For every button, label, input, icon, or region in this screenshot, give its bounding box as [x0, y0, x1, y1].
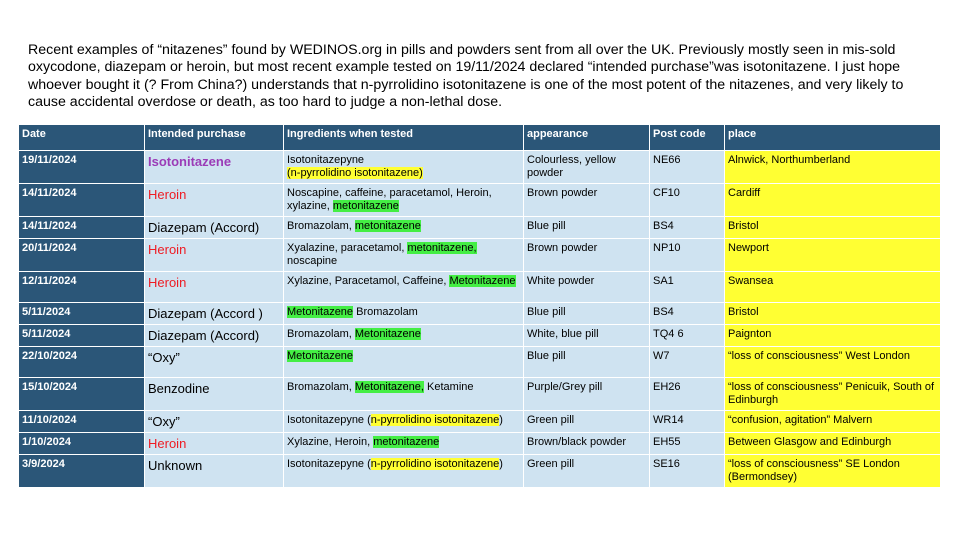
table-row	[19, 217, 941, 239]
row-ingredients	[284, 151, 524, 184]
row-place: Bristol	[725, 217, 941, 239]
row-date: 22/10/2024	[19, 347, 145, 378]
row-date: 11/10/2024	[19, 411, 145, 433]
row-intended-purchase	[145, 378, 284, 411]
row-intended-purchase	[145, 347, 284, 378]
table-body	[19, 151, 941, 488]
row-ingredients	[284, 411, 524, 433]
row-appearance: Blue pill	[524, 303, 650, 325]
purchase-text: Heroin	[148, 275, 187, 290]
row-post-code: NP10	[650, 239, 725, 272]
purchase-text: Heroin	[148, 242, 187, 257]
header-appearance: appearance	[524, 125, 650, 151]
row-appearance: Green pill	[524, 411, 650, 433]
table-row	[19, 411, 941, 433]
row-appearance: White powder	[524, 272, 650, 303]
header-post-code: Post code	[650, 125, 725, 151]
row-place: “loss of consciousness” West London	[725, 347, 941, 378]
row-place: Between Glasgow and Edinburgh	[725, 433, 941, 455]
header-intended-purchase: Intended purchase	[145, 125, 284, 151]
ingredient-text: )	[499, 458, 503, 470]
row-ingredients	[284, 378, 524, 411]
purchase-text: Diazepam (Accord)	[148, 328, 260, 343]
purchase-text: Benzodine	[148, 381, 210, 396]
row-appearance: Brown powder	[524, 184, 650, 217]
row-ingredients	[284, 217, 524, 239]
highlighted-ingredient: (n-pyrrolidino isotonitazene)	[287, 167, 423, 179]
nitazene-table	[18, 124, 941, 488]
table-row	[19, 184, 941, 217]
row-ingredients	[284, 433, 524, 455]
highlighted-ingredient: metonitazene	[354, 220, 421, 232]
row-appearance: Brown powder	[524, 239, 650, 272]
row-place: “confusion, agitation” Malvern	[725, 411, 941, 433]
row-intended-purchase	[145, 217, 284, 239]
row-place: Alnwick, Northumberland	[725, 151, 941, 184]
row-post-code: SA1	[650, 272, 725, 303]
row-post-code: BS4	[650, 217, 725, 239]
row-place: “loss of consciousness” SE London (Bermondsey)	[725, 455, 941, 488]
header-date: Date	[19, 125, 145, 151]
highlighted-ingredient: Metonitazene	[354, 328, 421, 340]
purchase-text: “Oxy”	[148, 350, 180, 365]
table-row	[19, 272, 941, 303]
ingredient-text: noscapine	[287, 255, 338, 267]
row-place: Bristol	[725, 303, 941, 325]
table-row	[19, 347, 941, 378]
header-ingredients: Ingredients when tested	[284, 125, 524, 151]
row-place: “loss of consciousness” Penicuik, South of Edinburgh	[725, 378, 941, 411]
ingredient-text: Noscapine, caffeine, paracetamol, Heroin, xylazine,	[287, 187, 492, 212]
row-ingredients	[284, 347, 524, 378]
highlighted-ingredient: Metonitazene	[287, 350, 354, 362]
highlighted-ingredient: Metonitazene	[449, 275, 516, 287]
row-appearance: Brown/black powder	[524, 433, 650, 455]
row-post-code: CF10	[650, 184, 725, 217]
row-appearance: Green pill	[524, 455, 650, 488]
row-post-code: WR14	[650, 411, 725, 433]
row-post-code: BS4	[650, 303, 725, 325]
row-place: Newport	[725, 239, 941, 272]
ingredient-text: Ketamine	[423, 381, 474, 393]
highlighted-ingredient: n-pyrrolidino isotonitazene	[370, 414, 500, 426]
row-ingredients	[284, 184, 524, 217]
ingredient-text: Bromazolam,	[287, 220, 355, 232]
row-intended-purchase	[145, 433, 284, 455]
purchase-text: Isotonitazene	[148, 154, 232, 169]
row-date: 1/10/2024	[19, 433, 145, 455]
row-date: 5/11/2024	[19, 303, 145, 325]
purchase-text: Diazepam (Accord )	[148, 306, 263, 321]
row-date: 3/9/2024	[19, 455, 145, 488]
row-post-code: SE16	[650, 455, 725, 488]
purchase-text: Heroin	[148, 187, 187, 202]
purchase-text: Diazepam (Accord)	[148, 220, 260, 235]
intro-paragraph: Recent examples of “nitazenes” found by WEDINOS.org in pills and powders sent from all over the UK. Previously mostly seen in mis-sold oxycodone, diazepam or heroin, but most recent example tested on 19/11/2024 declared “intended purchase”was isotonitazene. I just hope whoever bought it (? From China?) understands that n-pyrrolidino isotonitazene is one of the most potent of the nitazenes, and very likely to cause accidental overdose or death, as too hard to judge a non-lethal dose.	[28, 42, 904, 110]
row-date: 15/10/2024	[19, 378, 145, 411]
highlighted-ingredient: metonitazene	[373, 436, 440, 448]
row-date: 14/11/2024	[19, 217, 145, 239]
highlighted-ingredient: metonitazene,	[407, 242, 477, 254]
ingredient-text: )	[499, 414, 503, 426]
ingredient-text: Isotonitazepyne	[287, 154, 365, 166]
row-appearance: White, blue pill	[524, 325, 650, 347]
row-post-code: EH26	[650, 378, 725, 411]
table-row	[19, 325, 941, 347]
row-post-code: EH55	[650, 433, 725, 455]
row-intended-purchase	[145, 303, 284, 325]
row-intended-purchase	[145, 184, 284, 217]
ingredient-text: Bromazolam,	[287, 381, 355, 393]
ingredient-text: Bromazolam	[353, 306, 418, 318]
row-date: 5/11/2024	[19, 325, 145, 347]
row-intended-purchase	[145, 411, 284, 433]
ingredient-text: Bromazolam,	[287, 328, 355, 340]
highlighted-ingredient: Metonitazene	[287, 306, 354, 318]
table-row	[19, 303, 941, 325]
row-post-code: NE66	[650, 151, 725, 184]
row-intended-purchase	[145, 272, 284, 303]
purchase-text: “Oxy”	[148, 414, 180, 429]
header-place: place	[725, 125, 941, 151]
ingredient-text: Xylazine, Heroin,	[287, 436, 374, 448]
table-row	[19, 455, 941, 488]
highlighted-ingredient: metonitazene	[332, 200, 399, 212]
row-ingredients	[284, 239, 524, 272]
highlighted-ingredient: n-pyrrolidino isotonitazene	[370, 458, 500, 470]
row-place: Swansea	[725, 272, 941, 303]
ingredient-text: Xyalazine, paracetamol,	[287, 242, 408, 254]
row-date: 14/11/2024	[19, 184, 145, 217]
row-ingredients	[284, 325, 524, 347]
table-header-row	[19, 125, 941, 151]
highlighted-ingredient: Metonitazene,	[354, 381, 424, 393]
row-appearance: Colourless, yellow powder	[524, 151, 650, 184]
row-place: Cardiff	[725, 184, 941, 217]
row-intended-purchase	[145, 455, 284, 488]
purchase-text: Heroin	[148, 436, 187, 451]
table-row	[19, 378, 941, 411]
row-appearance: Purple/Grey pill	[524, 378, 650, 411]
table-row	[19, 433, 941, 455]
row-appearance: Blue pill	[524, 347, 650, 378]
row-date: 19/11/2024	[19, 151, 145, 184]
table-row	[19, 239, 941, 272]
ingredient-text: Xylazine, Paracetamol, Caffeine,	[287, 275, 450, 287]
row-intended-purchase	[145, 239, 284, 272]
row-date: 20/11/2024	[19, 239, 145, 272]
row-place: Paignton	[725, 325, 941, 347]
row-ingredients	[284, 455, 524, 488]
table-row	[19, 151, 941, 184]
row-date: 12/11/2024	[19, 272, 145, 303]
row-appearance: Blue pill	[524, 217, 650, 239]
row-intended-purchase	[145, 151, 284, 184]
row-post-code: W7	[650, 347, 725, 378]
row-ingredients	[284, 303, 524, 325]
row-intended-purchase	[145, 325, 284, 347]
ingredient-text: Isotonitazepyne (	[287, 414, 371, 426]
row-ingredients	[284, 272, 524, 303]
row-post-code: TQ4 6	[650, 325, 725, 347]
ingredient-text: Isotonitazepyne (	[287, 458, 371, 470]
purchase-text: Unknown	[148, 458, 203, 473]
